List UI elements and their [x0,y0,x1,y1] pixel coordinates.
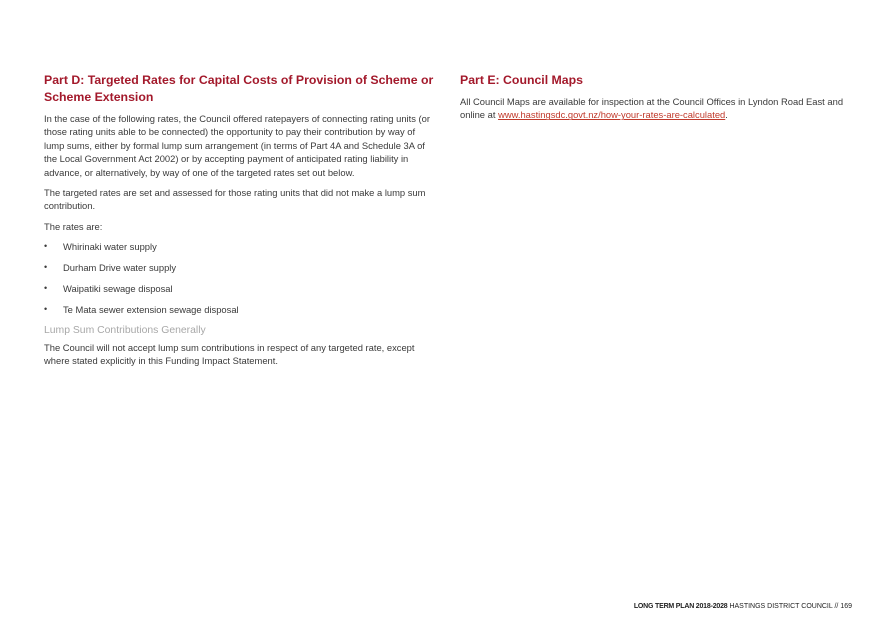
page-footer [634,603,852,610]
part-d-heading: Part D: Targeted Rates for Capital Costs of Provision of Scheme or Scheme Extension [44,73,434,104]
part-e-heading: Part E: Council Maps [460,73,583,87]
footer-separator: // [834,603,839,610]
intro-paragraph: In the case of the following rates, the Council offered ratepayers of connecting rating units (or those rating units able to be connected) the opportunity to pay their contribution by way of lump sums, either by formal lump sum arrangement (in terms of Part 4A and Schedule 3A of the Local Government Act 2002) or by accepting payment of anticipated rating liability in advance, or alternatively, by way of one of the targeted rates set out below. [44,113,430,178]
lump-sum-subheading: Lump Sum Contributions Generally [44,324,206,336]
list-item: • Waipatiki sewage disposal [44,283,173,295]
rates-calculated-link[interactable]: www.hastingsdc.govt.nz/how-your-rates-are-calculated [498,109,726,121]
part-d-section [44,72,434,375]
bullet-icon: • [44,262,48,273]
list-item: • Whirinaki water supply [44,241,157,253]
rates-are-label: The rates are: [44,220,103,232]
lump-sum-paragraph: The Council will not accept lump sum contributions in respect of any targeted rate, except where stated explicitly in this Funding Impact Statement. [44,341,415,367]
page-number: 169 [840,603,852,610]
footer-council: HASTINGS DISTRICT COUNCIL [729,603,833,610]
bullet-icon: • [44,241,48,252]
maps-paragraph: All Council Maps are available for inspection at the Council Offices in Lyndon Road East and online at www.hastingsdc.govt.nz/how-your-rates-are-calculated. [460,96,844,121]
bullet-icon: • [44,283,48,294]
bullet-icon: • [44,303,48,314]
part-e-section [460,72,855,129]
list-item: • Te Mata sewer extension sewage disposal [44,303,239,315]
assessed-paragraph: The targeted rates are set and assessed for those rating units that did not make a lump sum contribution. [44,187,426,212]
footer-plan: LONG TERM PLAN 2018-2028 [633,603,728,610]
list-item: • Durham Drive water supply [44,262,177,274]
rates-list [44,240,434,316]
